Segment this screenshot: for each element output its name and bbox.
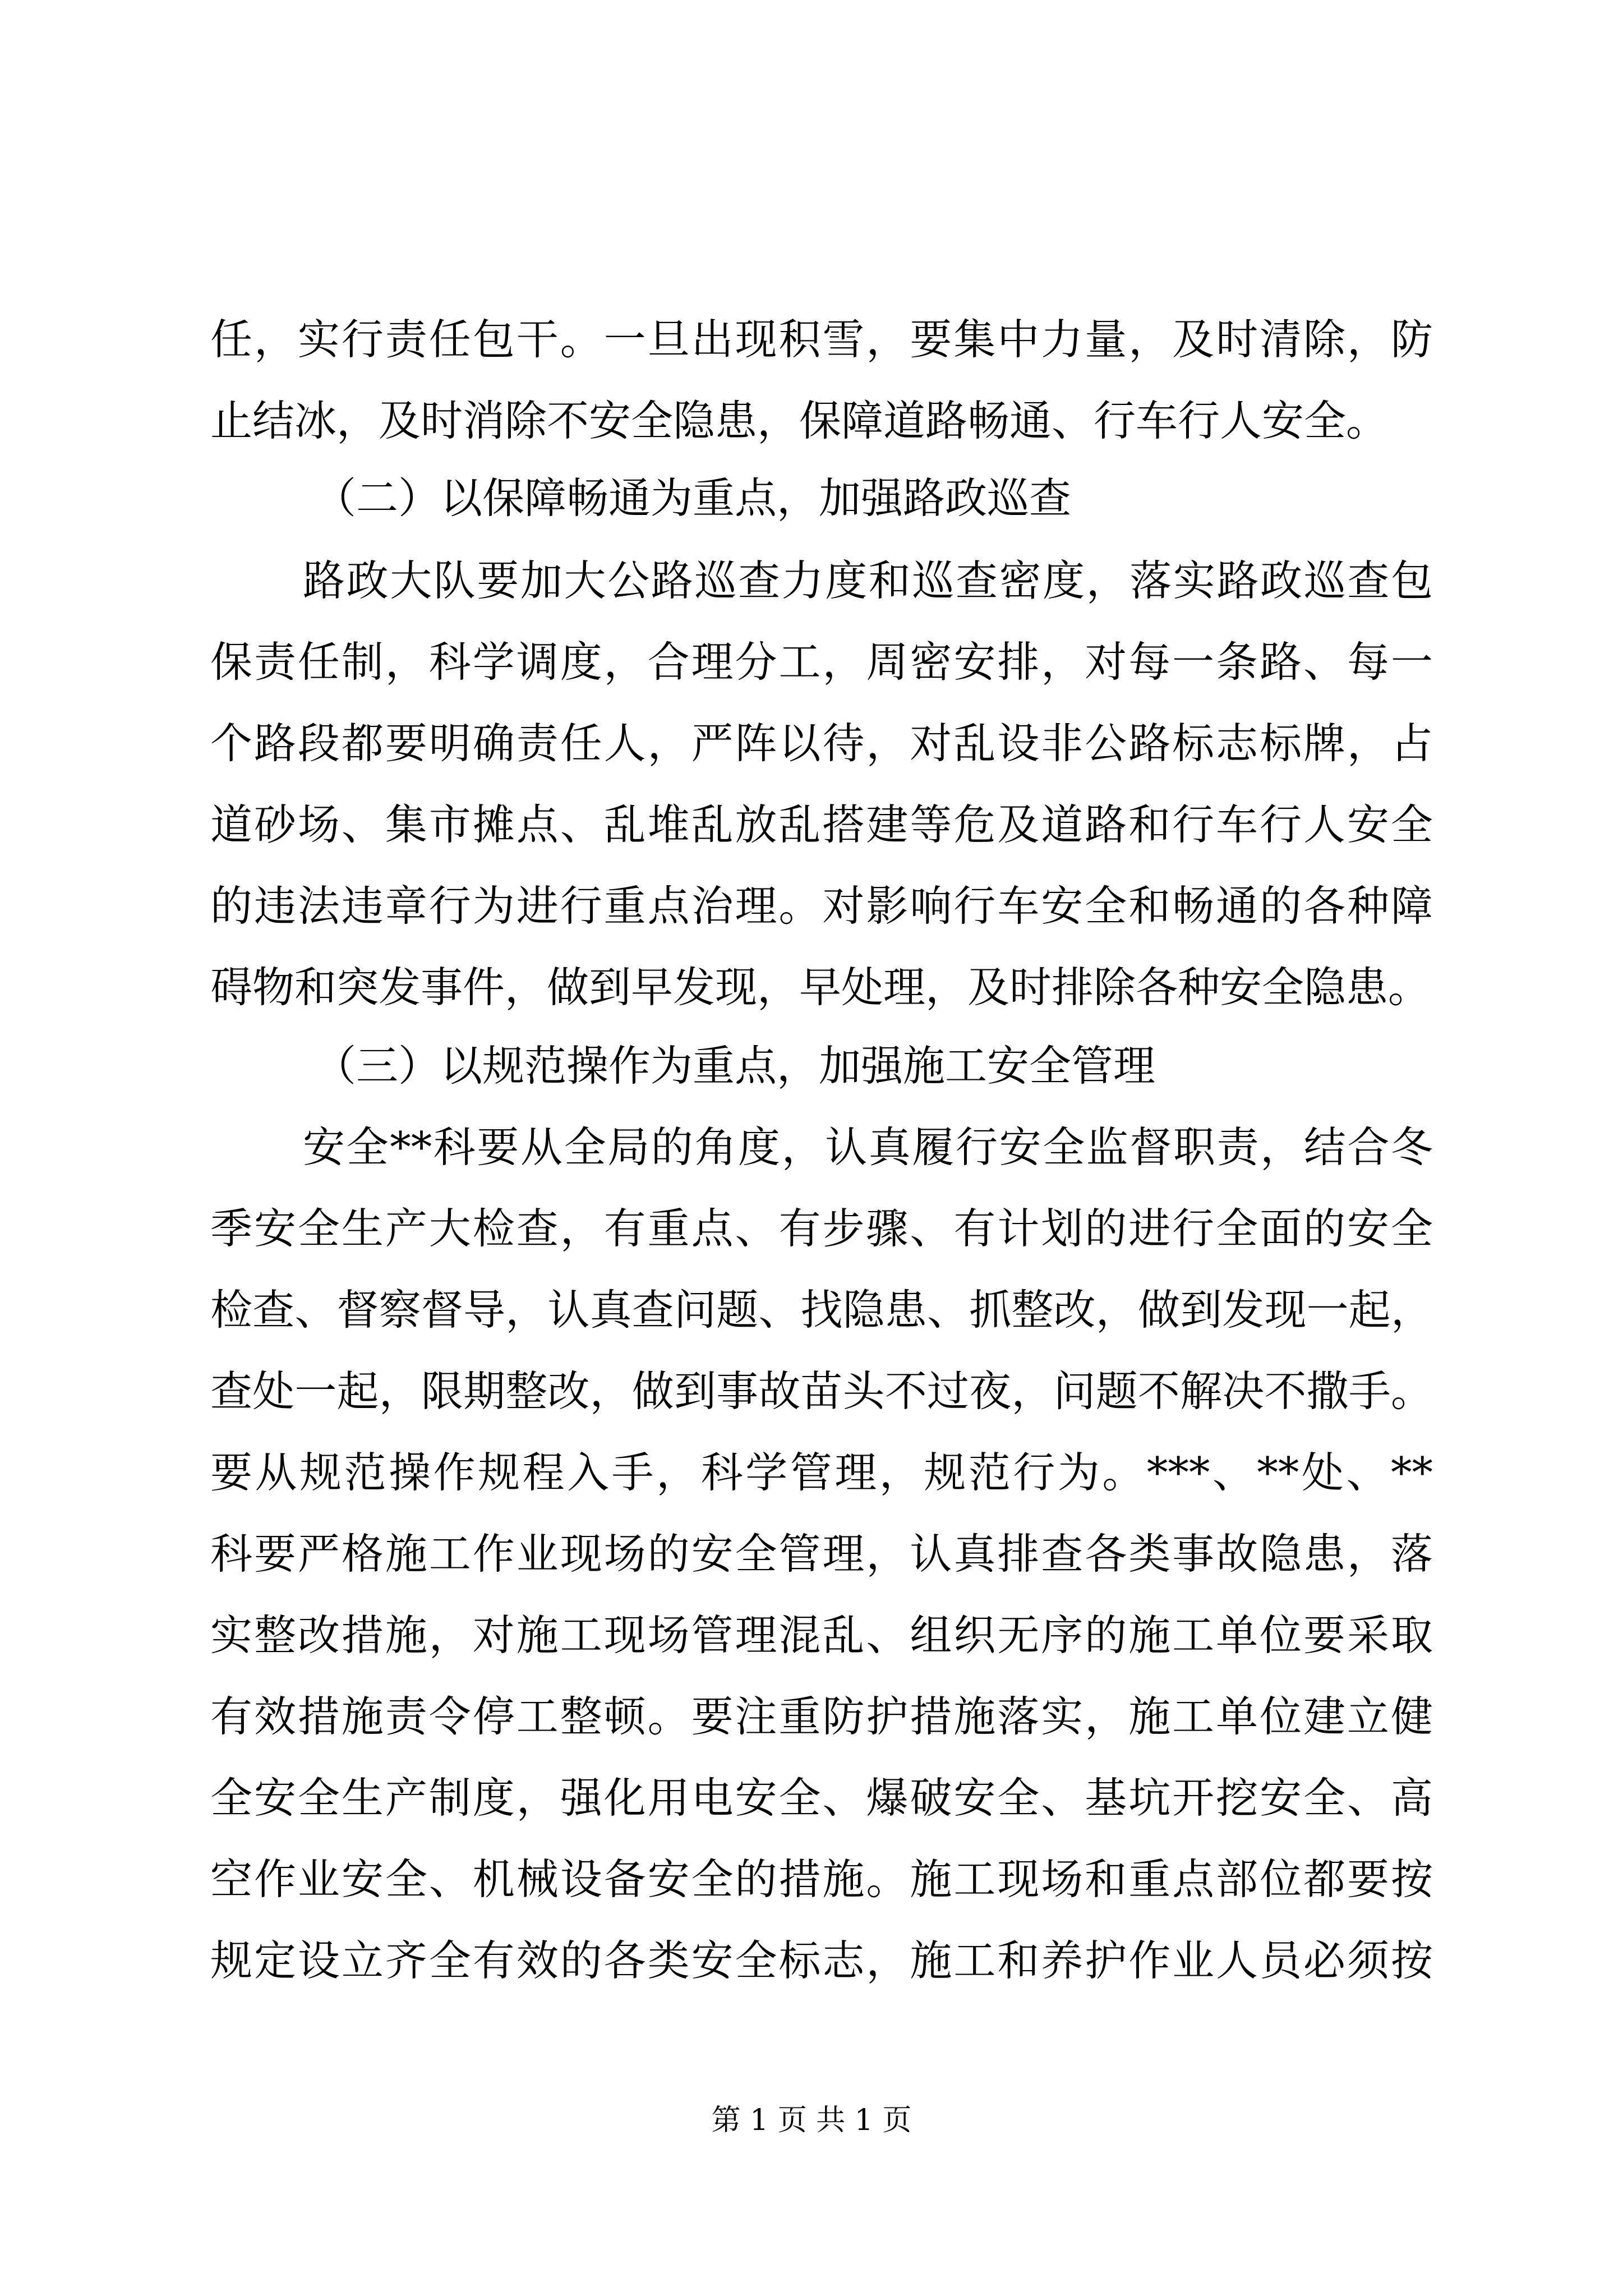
paragraph-line: 空作业安全、机械设备安全的措施。施工现场和重点部位都要按 — [210, 1855, 1433, 1904]
paragraph-line: 保责任制，科学调度，合理分工，周密安排，对每一条路、每一 — [210, 637, 1433, 687]
section-heading-2: （二）以保障畅通为重点，加强路政巡查 — [314, 473, 1072, 523]
paragraph-line: 安全**科要从全局的角度，认真履行安全监督职责，结合冬 — [303, 1122, 1433, 1172]
paragraph-line: 实整改措施，对施工现场管理混乱、组织无序的施工单位要采取 — [210, 1611, 1433, 1660]
paragraph-line: 的违法违章行为进行重点治理。对影响行车安全和畅通的各种障 — [210, 881, 1433, 931]
paragraph-line: 碍物和突发事件，做到早发现，早处理，及时排除各种安全隐患。 — [210, 963, 1431, 1012]
paragraph-line: 规定设立齐全有效的各类安全标志，施工和养护作业人员必须按 — [210, 1936, 1433, 1985]
page-number-footer: 第 1 页 共 1 页 — [711, 2104, 912, 2137]
paragraph-line: 止结冰，及时消除不安全隐患，保障道路畅通、行车行人安全。 — [210, 396, 1389, 445]
paragraph-line: 科要严格施工作业现场的安全管理，认真排查各类事故隐患，落 — [210, 1529, 1433, 1579]
paragraph-line: 个路段都要明确责任人，严阵以待，对乱设非公路标志标牌，占 — [210, 719, 1433, 768]
paragraph-line: 检查、督察督导，认真查问题、找隐患、抓整改，做到发现一起， — [210, 1285, 1433, 1335]
paragraph-line: 任，实行责任包干。一旦出现积雪，要集中力量，及时清除，防 — [210, 315, 1433, 364]
paragraph-line: 道砂场、集市摊点、乱堆乱放乱搭建等危及道路和行车行人安全 — [210, 800, 1433, 849]
paragraph-line: 路政大队要加大公路巡查力度和巡查密度，落实路政巡查包 — [303, 556, 1433, 605]
paragraph-line: 查处一起，限期整改，做到事故苗头不过夜，问题不解决不撒手。 — [210, 1366, 1433, 1416]
paragraph-line: 要从规范操作规程入手，科学管理，规范行为。***、**处、** — [210, 1448, 1433, 1497]
section-heading-3: （三）以规范操作为重点，加强施工安全管理 — [314, 1041, 1156, 1091]
paragraph-line: 季安全生产大检查，有重点、有步骤、有计划的进行全面的安全 — [210, 1204, 1433, 1253]
paragraph-line: 全安全生产制度，强化用电安全、爆破安全、基坑开挖安全、高 — [210, 1773, 1433, 1823]
paragraph-line: 有效措施责令停工整顿。要注重防护措施落实，施工单位建立健 — [210, 1692, 1433, 1741]
